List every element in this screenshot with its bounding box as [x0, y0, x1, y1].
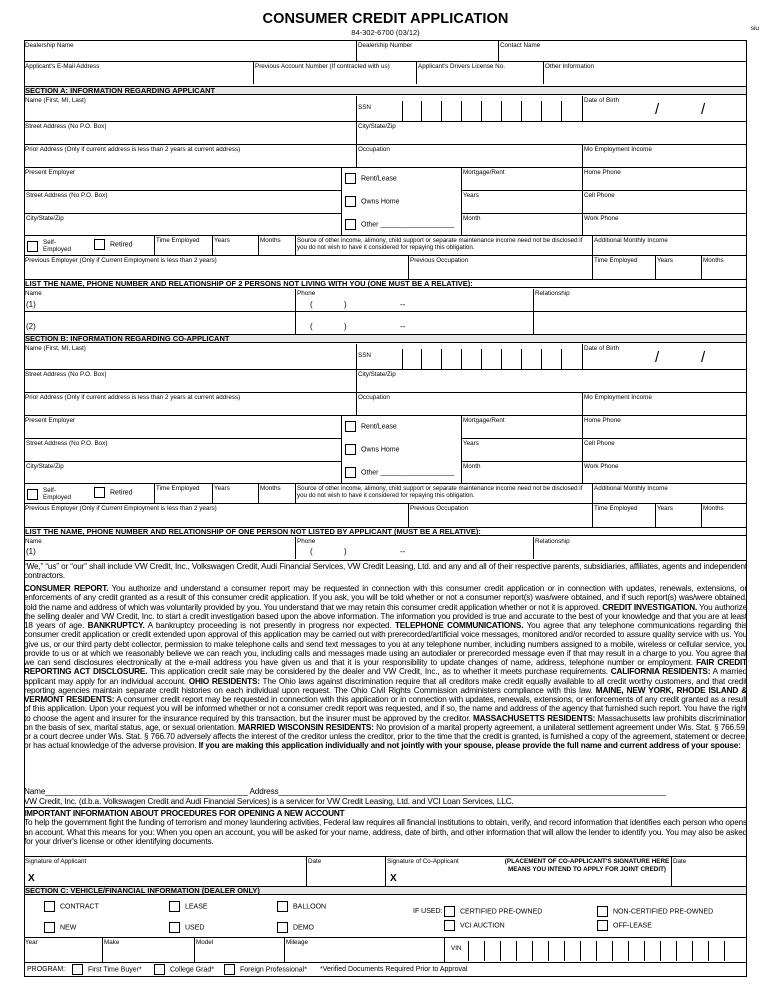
co-applicant-dob-field[interactable]: Date of Birth / / — [582, 344, 747, 369]
co-housing-years-field[interactable]: Years — [461, 438, 582, 461]
co-prev-time-employed-field[interactable]: Time Employed — [592, 504, 655, 527]
applicant-name-row — [24, 96, 747, 121]
co-applicant-prev-employer-row — [24, 503, 747, 527]
previous-occupation-field[interactable]: Previous Occupation — [408, 256, 592, 279]
references-b-table — [24, 537, 747, 559]
co-time-employed-field[interactable]: Time Employed — [154, 484, 212, 503]
co-applicant-employer-city-field[interactable]: City/State/Zip — [24, 461, 341, 484]
prev-time-employed-field[interactable]: Time Employed — [592, 256, 655, 279]
co-additional-income-field[interactable]: Additional Monthly Income — [592, 484, 747, 503]
vehicle-make-field[interactable]: Make — [102, 938, 194, 962]
lease-checkbox[interactable]: LEASE — [169, 901, 208, 912]
reference-name-column: Name (1) (2) — [25, 290, 42, 331]
applicant-street-row — [24, 121, 747, 144]
co-owns-home-checkbox[interactable]: Owns Home — [345, 444, 400, 455]
section-c-header: SECTION C: VEHICLE/FINANCIAL INFORMATION (DEALER ONLY) — [24, 886, 747, 895]
vehicle-type-block — [24, 896, 747, 936]
retired-checkbox[interactable]: Retired — [94, 239, 133, 250]
home-phone-field[interactable]: Home Phone — [582, 168, 747, 190]
section-a-header: SECTION A: INFORMATION REGARDING APPLICANT — [24, 86, 747, 95]
demo-checkbox[interactable]: DEMO — [277, 922, 314, 933]
co-applicant-date-field[interactable]: Date — [671, 857, 747, 886]
mortgage-rent-field[interactable]: Mortgage/Rent — [461, 168, 582, 190]
co-applicant-employment-row — [24, 483, 747, 503]
cell-phone-field[interactable]: Cell Phone — [582, 190, 747, 213]
dealer-row — [24, 40, 747, 61]
program-label: PROGRAM: — [27, 966, 66, 973]
certified-pre-owned-checkbox[interactable]: CERTIFIED PRE-OWNED — [444, 906, 542, 917]
housing-month-field[interactable]: Month — [461, 213, 582, 236]
applicant-occupation-field[interactable]: Occupation — [356, 145, 582, 167]
self-employed-checkbox[interactable]: Self- Employed — [27, 239, 71, 253]
employed-months-field[interactable]: Months — [258, 236, 295, 255]
applicant-employer-field[interactable]: Present Employer — [25, 169, 76, 176]
employed-years-field[interactable]: Years — [212, 236, 258, 255]
new-checkbox[interactable]: NEW — [44, 922, 76, 933]
references-b-header: LIST THE NAME, PHONE NUMBER AND RELATIONSHIP OF ONE PERSON NOT LISTED BY APPLICANT (MUST BE A RELATIVE): — [24, 527, 747, 536]
contract-checkbox[interactable]: CONTRACT — [44, 901, 99, 912]
co-applicant-signature-field[interactable]: Signature of Co-Applicant (PLACEMENT OF CO-APPLICANT'S SIGNATURE HERE MEANS YOU INTEND TO APPLY FOR JOINT CREDIT) X — [387, 858, 670, 884]
program-row — [24, 962, 747, 977]
vehicle-vin-field[interactable]: VIN — [444, 938, 747, 962]
references-a-table — [24, 289, 747, 335]
applicant-date-field[interactable]: Date — [306, 857, 385, 886]
previous-employer-field[interactable]: Previous Employer (Only if Current Employment is less than 2 years) — [25, 257, 217, 264]
vehicle-details-row — [24, 937, 747, 962]
applicant-income-field[interactable]: Mo Employment Income — [582, 145, 747, 167]
vci-auction-checkbox[interactable]: VCI AUCTION — [444, 920, 505, 931]
non-certified-checkbox[interactable]: NON-CERTIFIED PRE-OWNED — [597, 906, 713, 917]
applicant-ssn-field[interactable]: SSN — [356, 96, 582, 121]
first-time-buyer-checkbox[interactable]: First Time Buyer* — [72, 964, 142, 975]
corner-mark: siu — [750, 25, 759, 32]
vehicle-model-field[interactable]: Model — [194, 938, 284, 962]
owns-home-checkbox[interactable]: Owns Home — [345, 196, 400, 207]
co-employed-years-field[interactable]: Years — [212, 484, 258, 503]
co-applicant-street-field[interactable]: Street Address (No P.O. Box) — [25, 371, 107, 378]
if-used-label: IF USED: — [413, 908, 443, 915]
applicant-name-field[interactable]: Name (First, MI, Last) — [25, 97, 86, 104]
co-applicant-name-field[interactable]: Name (First, MI, Last) — [25, 345, 86, 352]
co-reference-relationship-column[interactable]: Relationship — [533, 537, 747, 559]
co-work-phone-field[interactable]: Work Phone — [582, 461, 747, 484]
form-code: 84-302-6700 (03/12) — [351, 28, 420, 37]
co-reference-name-column: Name (1) — [25, 538, 42, 556]
servicer-statement: VW Credit, Inc. (d.b.a. Volkswagen Credit and Audi Financial Services) is a servicer for VW Credit Leasing, Ltd. and VCI Loan Services, LLC. — [24, 797, 514, 806]
co-retired-checkbox[interactable]: Retired — [94, 487, 133, 498]
co-applicant-prior-row — [24, 392, 747, 415]
co-prev-years-field[interactable]: Years — [655, 504, 701, 527]
applicant-employer-city-field[interactable]: City/State/Zip — [24, 213, 341, 236]
drivers-license-field[interactable]: Applicant's Drivers License No. — [416, 62, 543, 84]
previous-account-field[interactable]: Previous Account Number (If contracted with us) — [253, 62, 416, 84]
additional-income-field[interactable]: Additional Monthly Income — [592, 236, 747, 255]
other-information-field[interactable]: Other Information — [543, 62, 747, 84]
co-applicant-ssn-field[interactable]: SSN — [356, 344, 582, 369]
co-applicant-housing-options — [341, 416, 461, 484]
used-checkbox[interactable]: USED — [169, 922, 204, 933]
co-applicant-income-field[interactable]: Mo Employment Income — [582, 393, 747, 415]
co-employment-type-options — [24, 484, 154, 503]
other-housing-checkbox[interactable]: Other ___________________ — [345, 219, 454, 230]
co-employed-months-field[interactable]: Months — [258, 484, 295, 503]
balloon-checkbox[interactable]: BALLOON — [277, 901, 326, 912]
co-other-housing-checkbox[interactable]: Other ___________________ — [345, 467, 454, 478]
co-previous-employer-field[interactable]: Previous Employer (Only if Current Employment is less than 2 years) — [25, 505, 217, 512]
co-applicant-city-field[interactable]: City/State/Zip — [356, 370, 747, 392]
other-income-field[interactable]: Source of other income, alimony, child support or separate maintenance income need not be disclosed if you do not wish to have it considered for repaying this obligation. — [295, 236, 592, 255]
co-other-income-field[interactable]: Source of other income, alimony, child support or separate maintenance income need not be disclosed if you do not wish to have it considered for repaying this obligation. — [295, 484, 592, 503]
vehicle-mileage-field[interactable]: Mileage — [284, 938, 444, 962]
page-title: CONSUMER CREDIT APPLICATION — [262, 11, 509, 27]
co-cell-phone-field[interactable]: Cell Phone — [582, 438, 747, 461]
applicant-housing-options — [341, 168, 461, 236]
dealership-number-field[interactable]: Dealership Number — [356, 41, 498, 61]
co-home-phone-field[interactable]: Home Phone — [582, 416, 747, 438]
co-self-employed-checkbox[interactable]: Self- Employed — [27, 487, 71, 501]
applicant-dob-field[interactable]: Date of Birth / / — [582, 96, 747, 121]
reference-row-1-label: (1) — [26, 300, 36, 309]
credit-application-page — [24, 0, 759, 994]
disclosures-paragraph: CONSUMER REPORT. You authorize and understand a consumer report may be requested in connection with this consumer credit application or in connection with updates, renewals, extensions, or enforcements of any credit granted as a result of this consumer credit application. If you ask, you will be told whether or not a consumer report(s) was/were obtained, and if such report(s) was/were obtained, told the name and address of which was voluntarily provided by you. You understand that we may retain this consumer credit application whether or not it is approved. CREDIT INVESTIGATION. You authorize the selling dealer and VW Credit, Inc. to start a credit investigation based upon the above information. The information you provided is true and accurate to the best of your knowledge and that you are at least 18 years of age. BANKRUPTCY. A bankruptcy proceeding is not presently in progress nor expected. TELEPHONE COMMUNICATIONS. You agree that any telephone communications regarding this consumer credit application or credit extended upon approval of this application may be carried out with prerecorded/artificial voice messages, monitored and/or recorded to assure quality service with us. You give us, or our third party debt collector, permission to make telephone calls and send text messages to you at any telephone number, including numbers assigned to a mobile, wireless or cellular service, you provide to us or at which we reasonably believe we can reach you, including calls and messages made using an autodialer or prerecorded message even if that may result in a charge to you. You agree that we can send disclosures electronically at the e-mail address you have given us and that it is your responsibility to update changes of name, address, telephone number or employment. FAIR CREDIT REPORTING ACT DISCLOSURE. This application credit sale may be considered by the dealer and VW Credit, Inc., as to whether it meets purchase requirements. CALIFORNIA RESIDENTS: A married applicant may apply for an individual account. OHIO RESIDENTS: The Ohio laws against discrimination require that all creditors make credit equally available to all credit worthy customers, and that credit reporting agencies maintain separate credit histories on each individual upon request. The Ohio Civil Rights Commission administers compliance with this law. MAINE, NEW YORK, RHODE ISLAND & VERMONT RESIDENTS: A consumer credit report may be requested in connection with this application or in connection with updates, renewals, extensions, or enforcements of any credit granted as a result of this application. Upon your request you will be informed whether or not a consumer credit report was requested, and if so, the name and address of the agency that furnished such report. You have the right to choose the agent and insurer for the insurance required by this transaction, but the insurer must be approved by the creditor. MASSACHUSETTS RESIDENTS: Massachusetts law prohibits discrimination on the basis of sex, marital status, age, or sexual orientation. MARRIED WISCONSIN RESIDENTS: No provision of a marital property agreement, a unilateral settlement agreement under Wis. Stat. § 766.59, or a court decree under Wis. Stat. § 766.70 adversely affects the interest of the creditor unless the creditor, prior to the time that the credit is granted, is furnished a copy of the agreement, statement or decree, or has actual knowledge of the adverse provision. If you are making this application individually and not jointly with your spouse, please provide the full name and current address of your spouse: — [24, 584, 748, 751]
employment-type-options — [24, 236, 154, 255]
email-field[interactable]: Applicant's E-Mail Address — [25, 63, 100, 70]
spouse-name-address-line[interactable]: Name______________________________________________ Address________________________________________________________________________________________ — [24, 787, 666, 796]
co-reference-phone-column[interactable]: Phone ( ) -- — [295, 537, 533, 559]
section-b-header: SECTION B: INFORMATION REGARDING CO-APPLICANT — [24, 334, 747, 343]
vehicle-year-field[interactable]: Year — [25, 939, 38, 946]
reference-relationship-column[interactable]: Relationship — [533, 289, 747, 335]
co-prev-months-field[interactable]: Months — [701, 504, 747, 527]
applicant-signature-field[interactable]: Signature of Applicant X — [25, 858, 87, 884]
applicant-employer-block — [24, 167, 747, 235]
co-reference-row-1-label: (1) — [26, 547, 36, 556]
applicant-prior-row — [24, 144, 747, 167]
co-mortgage-rent-field[interactable]: Mortgage/Rent — [461, 416, 582, 438]
prev-months-field[interactable]: Months — [701, 256, 747, 279]
co-applicant-employer-street-field[interactable]: Street Address (No P.O. Box) — [24, 438, 341, 461]
co-applicant-prior-address-field[interactable]: Prior Address (Only if current address is less than 2 years at current address) — [25, 394, 241, 401]
email-row — [24, 61, 747, 84]
reference-row-2-label: (2) — [26, 322, 36, 331]
rent-lease-checkbox[interactable]: Rent/Lease — [345, 173, 397, 184]
applicant-prior-address-field[interactable]: Prior Address (Only if current address is less than 2 years at current address) — [25, 146, 241, 153]
signature-row — [24, 856, 747, 886]
off-lease-checkbox[interactable]: OFF-LEASE — [597, 920, 652, 931]
college-grad-checkbox[interactable]: College Grad* — [154, 964, 214, 975]
applicant-city-field[interactable]: City/State/Zip — [356, 122, 747, 144]
important-info-block: IMPORTANT INFORMATION ABOUT PROCEDURES FOR OPENING A NEW ACCOUNT To help the government fight the funding of terrorism and money laundering activities, Federal law requires all financial institutions to obtain, verify, and record information that identifies each person who opens an account. What this means for you: When you open an account, you will be asked for your name, address, date of birth, and other information that will allow the lender to identify you. You may also be asked for your driver's license or other identifying documents. — [24, 809, 747, 846]
time-employed-field[interactable]: Time Employed — [154, 236, 212, 255]
definitions-paragraph: “We,” “us” or “our” shall include VW Credit, Inc., Volkswagen Credit, Audi Financial Services, VW Credit Leasing, Ltd. and any and all of their respective parents, subsidiaries, affiliates, agents and independent contractors. — [24, 562, 747, 581]
co-applicant-street-row — [24, 369, 747, 392]
co-applicant-employer-block — [24, 415, 747, 483]
reference-phone-column[interactable]: Phone ( ) -- ( ) -- — [295, 289, 533, 335]
work-phone-field[interactable]: Work Phone — [582, 213, 747, 236]
co-applicant-name-row — [24, 344, 747, 369]
co-previous-occupation-field[interactable]: Previous Occupation — [408, 504, 592, 527]
prev-years-field[interactable]: Years — [655, 256, 701, 279]
applicant-street-field[interactable]: Street Address (No P.O. Box) — [25, 123, 107, 130]
contact-name-field[interactable]: Contact Name — [498, 41, 747, 61]
dealership-name-field[interactable]: Dealership Name — [25, 42, 74, 49]
housing-years-field[interactable]: Years — [461, 190, 582, 213]
joint-credit-note: (PLACEMENT OF CO-APPLICANT'S SIGNATURE HERE MEANS YOU INTEND TO APPLY FOR JOINT CREDIT) — [504, 858, 670, 873]
foreign-professional-checkbox[interactable]: Foreign Professional* — [224, 964, 307, 975]
co-rent-lease-checkbox[interactable]: Rent/Lease — [345, 421, 397, 432]
references-a-header: LIST THE NAME, PHONE NUMBER AND RELATIONSHIP OF 2 PERSONS NOT LIVING WITH YOU (ONE MUST BE A RELATIVE): — [24, 279, 747, 288]
co-housing-month-field[interactable]: Month — [461, 461, 582, 484]
applicant-employer-street-field[interactable]: Street Address (No P.O. Box) — [24, 190, 341, 213]
verified-documents-note: *Verified Documents Required Prior to Approval — [320, 966, 468, 973]
applicant-employment-row — [24, 235, 747, 255]
co-applicant-occupation-field[interactable]: Occupation — [356, 393, 582, 415]
applicant-prev-employer-row — [24, 255, 747, 279]
co-applicant-employer-field[interactable]: Present Employer — [25, 417, 76, 424]
